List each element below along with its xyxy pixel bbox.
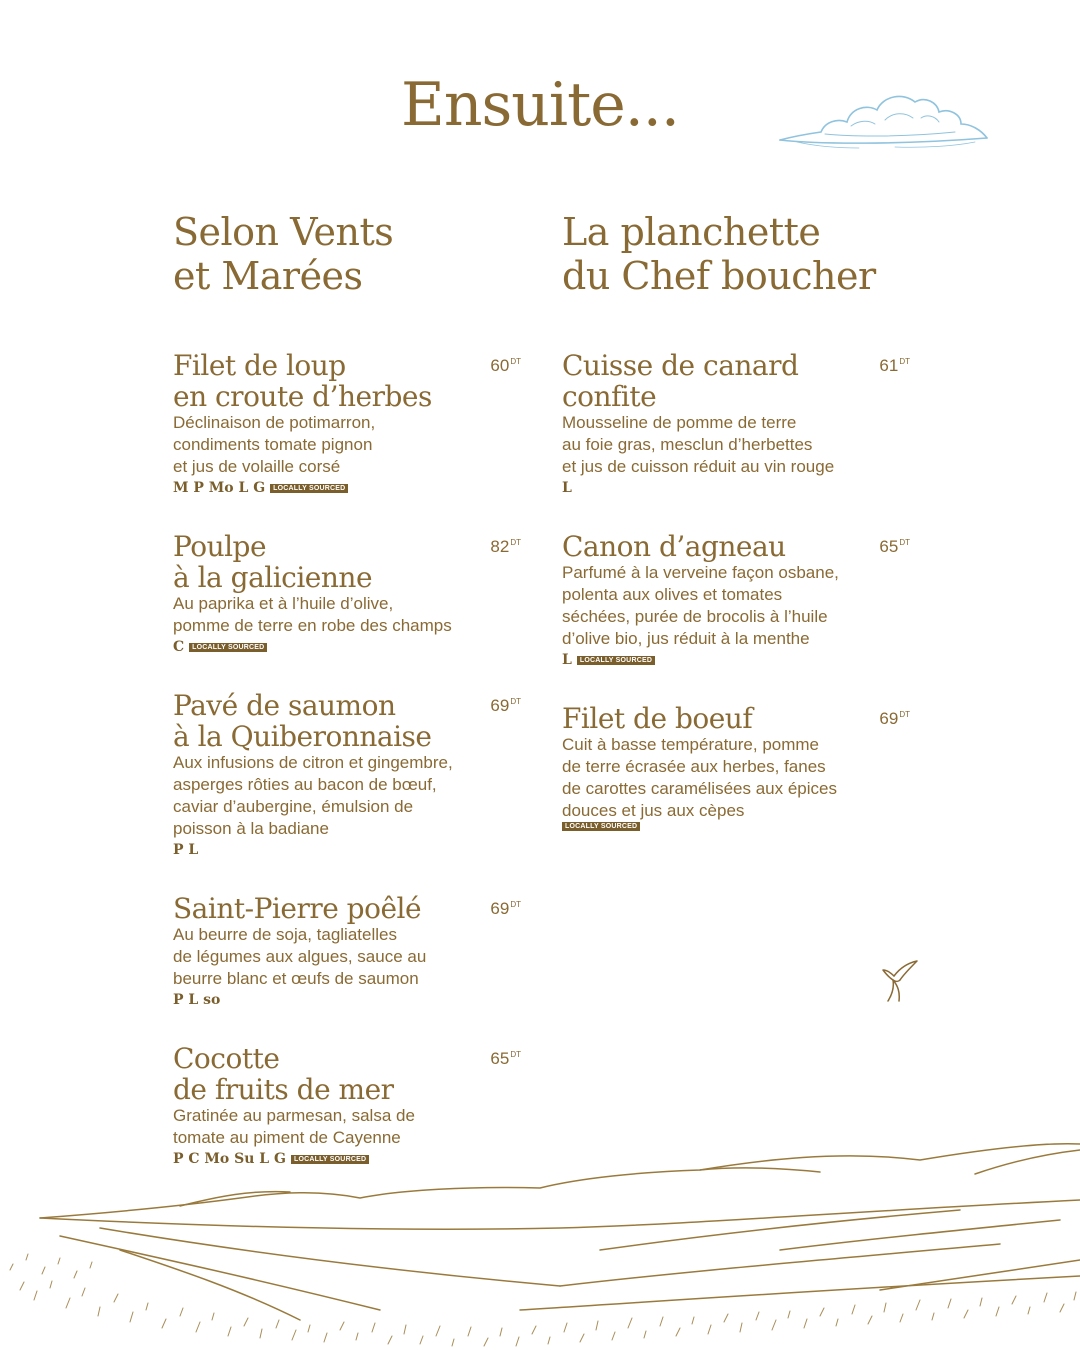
dish-name xyxy=(173,690,521,752)
price-value: 82 xyxy=(490,537,510,556)
locally-sourced-badge: LOCALLY SOURCED xyxy=(291,1155,369,1164)
dish-name-line: Filet de boeuf xyxy=(562,702,753,735)
allergen-text: C xyxy=(173,639,185,655)
seafood-column xyxy=(173,210,521,1202)
swallow-icon xyxy=(880,958,920,1004)
dish-description xyxy=(562,734,910,822)
dish-name-line: Poulpe xyxy=(173,530,267,563)
section-title-line: et Marées xyxy=(173,254,363,298)
dish-price xyxy=(490,356,521,376)
section-title-line: La planchette xyxy=(562,210,821,254)
currency: DT xyxy=(510,900,521,909)
price-value: 69 xyxy=(490,696,510,715)
description-line: Mousseline de pomme de terre xyxy=(562,413,797,432)
description-line: séchées, purée de brocolis à l’huile xyxy=(562,607,828,626)
dish-description xyxy=(173,924,521,990)
locally-sourced-badge: LOCALLY SOURCED xyxy=(189,643,267,652)
description-line: d’olive bio, jus réduit à la menthe xyxy=(562,629,810,648)
section-title-butcher xyxy=(562,210,910,298)
dish-price xyxy=(490,1049,521,1069)
description-line: de carottes caramélisées aux épices xyxy=(562,779,837,798)
description-line: polenta aux olives et tomates xyxy=(562,585,783,604)
dish-name xyxy=(173,893,521,924)
currency: DT xyxy=(899,710,910,719)
section-title-line: Selon Vents xyxy=(173,210,394,254)
allergen-text: L xyxy=(562,480,572,496)
dish-name-line: Saint-Pierre poêlé xyxy=(173,892,422,925)
allergen-text: P L xyxy=(173,842,199,858)
allergen-codes xyxy=(173,637,521,657)
dish-price xyxy=(490,899,521,919)
allergen-codes xyxy=(562,822,910,831)
dish-description xyxy=(173,593,521,637)
description-line: douces et jus aux cèpes xyxy=(562,801,745,820)
allergen-text: P L so xyxy=(173,992,221,1008)
section-title-line: du Chef boucher xyxy=(562,254,876,298)
dish-price xyxy=(879,537,910,557)
description-line: de légumes aux algues, sauce au xyxy=(173,947,427,966)
dish-name xyxy=(173,531,521,593)
description-line: poisson à la badiane xyxy=(173,819,329,838)
dish-name-line: à la Quiberonnaise xyxy=(173,720,432,753)
dish-name xyxy=(173,1043,521,1105)
allergen-codes xyxy=(173,990,521,1010)
dish-cuisse-de-canard xyxy=(562,350,910,498)
dish-price xyxy=(490,696,521,716)
dish-price xyxy=(879,356,910,376)
locally-sourced-badge: LOCALLY SOURCED xyxy=(270,484,348,493)
dish-name xyxy=(562,350,910,412)
description-line: Déclinaison de potimarron, xyxy=(173,413,376,432)
description-line: asperges rôties au bacon de bœuf, xyxy=(173,775,437,794)
locally-sourced-badge: LOCALLY SOURCED xyxy=(562,822,640,831)
price-value: 61 xyxy=(879,356,899,375)
description-line: Cuit à basse température, pomme xyxy=(562,735,820,754)
price-value: 69 xyxy=(879,709,899,728)
dish-name-line: Canon d’agneau xyxy=(562,530,786,563)
allergen-text: L xyxy=(562,652,572,668)
currency: DT xyxy=(899,538,910,547)
dish-canon-d-agneau xyxy=(562,531,910,670)
description-line: condiments tomate pignon xyxy=(173,435,373,454)
dish-filet-de-loup xyxy=(173,350,521,498)
dish-description xyxy=(562,562,910,650)
description-line: Parfumé à la verveine façon osbane, xyxy=(562,563,839,582)
dish-name-line: en croute d’herbes xyxy=(173,380,432,413)
allergen-codes xyxy=(562,650,910,670)
dish-name-line: de fruits de mer xyxy=(173,1073,394,1106)
allergen-codes xyxy=(173,840,521,860)
description-line: beurre blanc et œufs de saumon xyxy=(173,969,419,988)
section-title-seafood xyxy=(173,210,521,298)
description-line: Aux infusions de citron et gingembre, xyxy=(173,753,453,772)
description-line: Au paprika et à l’huile d’olive, xyxy=(173,594,394,613)
dish-description xyxy=(173,412,521,478)
allergen-codes xyxy=(562,478,910,498)
dish-filet-de-boeuf xyxy=(562,703,910,831)
dish-name-line: Cocotte xyxy=(173,1042,280,1075)
price-value: 65 xyxy=(490,1049,510,1068)
dish-description xyxy=(562,412,910,478)
price-value: 60 xyxy=(490,356,510,375)
currency: DT xyxy=(510,1050,521,1059)
description-line: et jus de cuisson réduit au vin rouge xyxy=(562,457,835,476)
dish-name-line: confite xyxy=(562,380,657,413)
dish-saint-pierre xyxy=(173,893,521,1010)
dish-pave-de-saumon xyxy=(173,690,521,860)
dish-name xyxy=(562,531,910,562)
price-value: 65 xyxy=(879,537,899,556)
dish-poulpe xyxy=(173,531,521,657)
dish-name-line: Filet de loup xyxy=(173,349,346,382)
description-line: pomme de terre en robe des champs xyxy=(173,616,452,635)
currency: DT xyxy=(510,697,521,706)
page-title: Ensuite... xyxy=(401,70,679,140)
allergen-codes xyxy=(173,478,521,498)
dish-name-line: Cuisse de canard xyxy=(562,349,799,382)
landscape-illustration xyxy=(0,1140,1080,1350)
description-line: au foie gras, mesclun d’herbettes xyxy=(562,435,813,454)
dish-price xyxy=(490,537,521,557)
dish-name xyxy=(173,350,521,412)
dish-description xyxy=(173,752,521,840)
currency: DT xyxy=(510,357,521,366)
dish-name-line: Pavé de saumon xyxy=(173,689,396,722)
description-line: de terre écrasée aux herbes, fanes xyxy=(562,757,826,776)
description-line: Gratinée au parmesan, salsa de xyxy=(173,1106,415,1125)
allergen-text: P C Mo Su L G xyxy=(173,1151,286,1167)
dish-price xyxy=(879,709,910,729)
description-line: Au beurre de soja, tagliatelles xyxy=(173,925,397,944)
description-line: tomate au piment de Cayenne xyxy=(173,1128,401,1147)
description-line: et jus de volaille corsé xyxy=(173,457,341,476)
description-line: caviar d’aubergine, émulsion de xyxy=(173,797,414,816)
currency: DT xyxy=(899,357,910,366)
currency: DT xyxy=(510,538,521,547)
dish-name-line: à la galicienne xyxy=(173,561,373,594)
locally-sourced-badge: LOCALLY SOURCED xyxy=(577,656,655,665)
butcher-column xyxy=(562,210,910,864)
cloud-illustration xyxy=(775,90,995,162)
price-value: 69 xyxy=(490,899,510,918)
dish-name xyxy=(562,703,910,734)
allergen-text: M P Mo L G xyxy=(173,480,266,496)
